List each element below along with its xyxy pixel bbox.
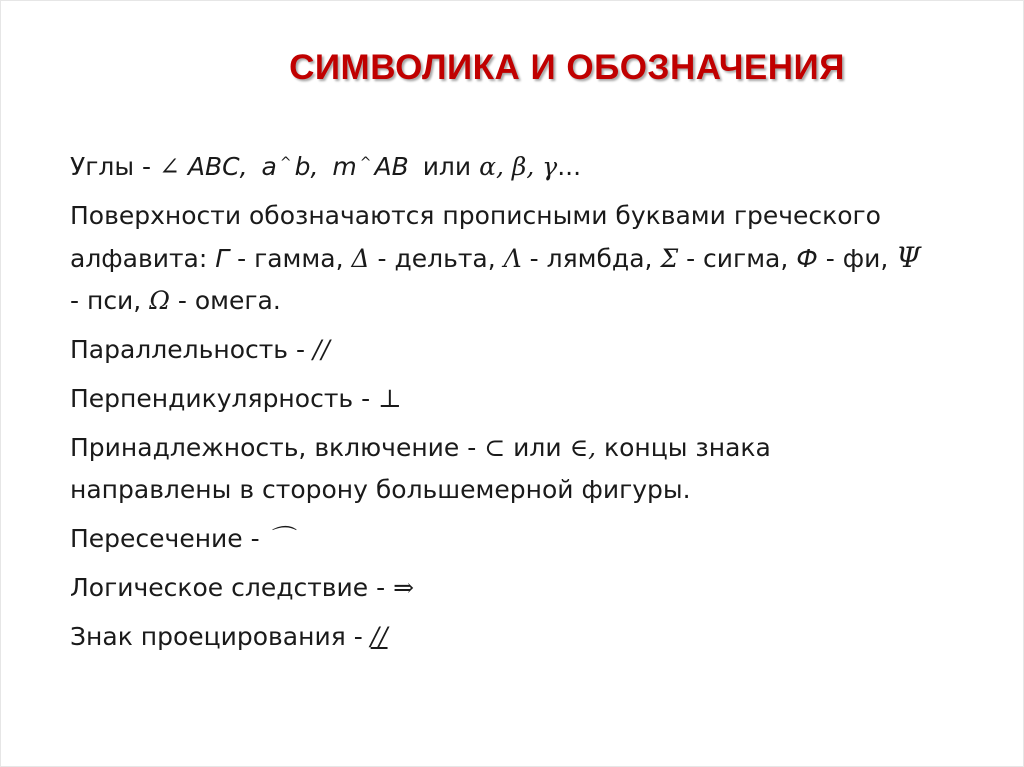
omega-name: - омега. bbox=[177, 286, 281, 315]
line-a: a bbox=[261, 152, 277, 181]
slide-content bbox=[70, 142, 990, 665]
projection-label: Знак проецирования - bbox=[70, 622, 363, 651]
lambda-name: - лямбда, bbox=[529, 244, 653, 273]
parallel-line bbox=[70, 329, 990, 371]
belonging-label: Принадлежность, включение - bbox=[70, 433, 477, 462]
surfaces-line-3 bbox=[70, 280, 990, 322]
perpendicular-symbol: ⊥ bbox=[378, 384, 402, 413]
implication-line bbox=[70, 567, 990, 609]
alpha-symbol: α, bbox=[479, 152, 504, 181]
angle-abc: ABC, bbox=[187, 152, 248, 181]
perpendicular-label: Перпендикулярность - bbox=[70, 384, 371, 413]
implication-symbol: ⇒ bbox=[393, 573, 415, 602]
projection-line bbox=[70, 616, 990, 658]
belonging-paragraph bbox=[70, 427, 990, 511]
delta-name: - дельта, bbox=[377, 244, 496, 273]
lambda-symbol: Λ bbox=[503, 244, 522, 273]
capital-gamma-symbol: Г bbox=[215, 244, 230, 273]
intersection-symbol: ⌒ bbox=[267, 524, 293, 553]
line-ab: AB bbox=[374, 152, 409, 181]
angle-symbol: ∠ bbox=[159, 152, 180, 181]
angle-hat-symbol: ^ bbox=[279, 155, 292, 171]
phi-name: - фи, bbox=[825, 244, 889, 273]
beta-symbol: β, bbox=[511, 152, 535, 181]
phi-symbol: Ф bbox=[796, 244, 818, 273]
gamma-name: - гамма, bbox=[237, 244, 344, 273]
belonging-line-2: направлены в сторону большемерной фигуры. bbox=[70, 475, 691, 504]
ellipsis: ... bbox=[557, 152, 582, 181]
slide-title: СИМВОЛИКА И ОБОЗНАЧЕНИЯ bbox=[289, 48, 845, 87]
line-m: m bbox=[332, 152, 357, 181]
belonging-rest: концы знака bbox=[603, 433, 771, 462]
delta-symbol: Δ bbox=[351, 244, 370, 273]
gamma-symbol: γ bbox=[542, 152, 558, 181]
angles-label: Углы - bbox=[70, 152, 152, 181]
psi-name: - пси, bbox=[70, 286, 142, 315]
angle-hat-symbol-2: ^ bbox=[359, 155, 372, 171]
surfaces-paragraph bbox=[70, 195, 990, 322]
omega-symbol: Ω bbox=[149, 286, 170, 315]
parallel-label: Параллельность - bbox=[70, 335, 306, 364]
psi-symbol: Ψ bbox=[896, 241, 921, 274]
surfaces-line-2 bbox=[70, 237, 990, 280]
or-text: или bbox=[422, 152, 472, 181]
belonging-line-1 bbox=[70, 427, 990, 469]
or-text-2: или bbox=[513, 433, 562, 462]
intersection-label: Пересечение - bbox=[70, 524, 260, 553]
perpendicular-line bbox=[70, 378, 990, 420]
implication-label: Логическое следствие - bbox=[70, 573, 386, 602]
subset-symbol: ⊂ bbox=[484, 433, 506, 462]
sigma-name: - сигма, bbox=[686, 244, 789, 273]
sigma-symbol: Σ bbox=[660, 244, 679, 273]
projection-symbol: // bbox=[370, 622, 388, 651]
element-of-symbol: ∈, bbox=[569, 433, 597, 462]
angles-line bbox=[70, 142, 990, 188]
surfaces-line-1: Поверхности обозначаются прописными буквами греческого bbox=[70, 201, 881, 230]
alphabet-label: алфавита: bbox=[70, 244, 208, 273]
intersection-line bbox=[70, 518, 990, 560]
line-b: b, bbox=[294, 152, 319, 181]
parallel-symbol: // bbox=[312, 335, 330, 364]
